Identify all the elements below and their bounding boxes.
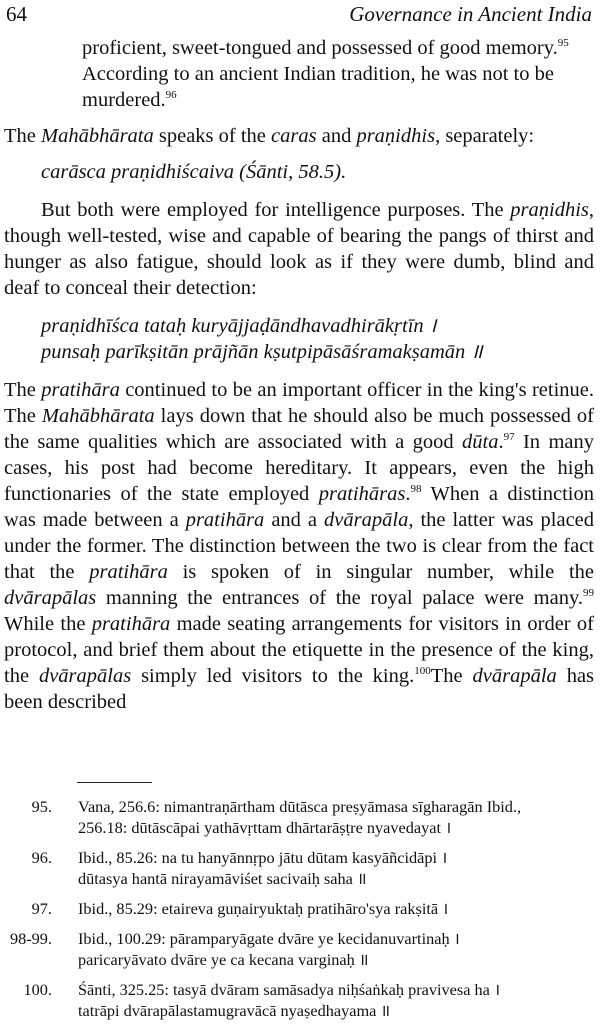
footnote-text [78, 898, 594, 919]
intro-paragraph [4, 35, 594, 113]
footnote-97 [0, 898, 594, 919]
quote-pranidhisca [4, 313, 594, 365]
text-run: While the [4, 613, 92, 635]
footnote-text [78, 847, 594, 889]
footnote-line: Ibid., 100.29: pāramparyāgate dvāre ye kecidanuvartinaḥ । [78, 929, 460, 948]
footnote-line: dūtasya hantā nirayamāviśet sacivaiḥ saha ॥ [78, 869, 367, 888]
footnote-number: 98-99. [9, 929, 52, 948]
quote-carasca: carāsca praṇidhiścaiva (Śānti, 58.5). [41, 161, 347, 183]
note-ref[interactable]: 99 [583, 587, 594, 600]
paragraph-pratihara: The pratihāra continued to be an important officer in the king's retinue. The Mahābhārata lays down that he should also be much possessed of the same qualities which are associated with a good dūta.$^{97}$ In many cases, his post had become hereditary. It appears, even the high functionaries of the state employed pratihāras.$^{98}$ When a distinction was made between a pratihāra and a dvārapāla, the latter was placed under the former. The distinction between the two is clear from the fact that the pratihāra is spoken of in singular number, while the dvārapālas manning the entrances of the royal palace were many.$^{99}$ While the pratihāra made seating arrangements for visitors in order of protocol, and brief them about the etiquette in the presence of the king, the dvārapālas simply led visitors to the king.$^{100}$The dvārapāla has been described [4, 379, 595, 713]
intro-line: proficient, sweet-tongued and possessed of good memory. [82, 37, 558, 59]
text-run: The [4, 379, 42, 401]
text-run: and [316, 125, 357, 147]
text-run: In many cases, his post had become hereditary. It appears, even the high functionaries of the state employed [4, 431, 594, 505]
text-run: , the latter was placed under the former. The distinction between the two is clear from the fact that the [4, 509, 595, 583]
footnote-line: Vana, 256.6: nimantraṇārtham dūtāsca preṣyāmasa sīgharagān Ibid., [78, 797, 522, 816]
text-run: pratihāra [89, 561, 168, 583]
text-run: speaks of the [153, 125, 272, 147]
footnote-line: Ibid., 85.26: na tu hanyānnṛpo jātu dūtam kasyāñcidāpi । [78, 848, 448, 867]
footnote-line: Śānti, 325.25: tasyā dvāram samāsadya niḥśaṅkaḥ pravivesa ha । [78, 980, 501, 999]
paragraph-intelligence [4, 197, 594, 301]
footnote-line: Ibid., 85.29: etaireva guṇairyuktaḥ pratihāro'sya rakṣitā । [78, 899, 449, 918]
footnote-text [78, 796, 594, 838]
text-run: But both were employed for intelligence purposes. The [41, 199, 504, 221]
footnote-line: paricaryāvato dvāre ye ca kecana varginaḥ ॥ [78, 950, 369, 969]
text-run: The [430, 665, 473, 687]
text-run: The [4, 125, 41, 147]
note-ref[interactable]: 97 [503, 431, 515, 444]
text-run: and a [264, 509, 325, 531]
text-run: When a distinction was made between a [4, 483, 594, 531]
intro-line: murdered. [82, 89, 166, 111]
note-ref[interactable]: 96 [165, 89, 177, 102]
text-run: praṇidhis [356, 125, 436, 147]
footnote-98-99 [0, 928, 594, 970]
footnote-text [78, 928, 594, 970]
footnote-line: tatrāpi dvārapālastamugravācā nyaṣedhayama ॥ [78, 1001, 391, 1020]
footnote-rule [77, 782, 152, 783]
paragraph-caras [4, 123, 594, 149]
text-run: dvārapālas [38, 665, 132, 687]
text-run: simply led visitors to the king. [131, 665, 415, 687]
footnotes [0, 796, 594, 1030]
footnote-number: 97. [31, 899, 52, 918]
text-run: continued to be an important officer in the king's retinue. The [4, 379, 594, 427]
note-ref[interactable]: 100 [414, 665, 431, 678]
text-run: praṇidhis [510, 199, 589, 221]
text-run: , separately: [435, 125, 535, 147]
footnote-number: 96. [31, 848, 52, 867]
text-run: dvārapālas [4, 587, 97, 609]
verse-line: punsaḥ parīkṣitān prājñān kṣutpipāsāśramakṣamān ॥ [41, 341, 483, 363]
footnote-96 [0, 847, 594, 889]
footnote-100 [0, 979, 594, 1021]
text-run: pratihāra [91, 613, 171, 635]
text-run: dūta [462, 431, 499, 453]
text-run: , though well-tested, wise and capable of bearing the pangs of thirst and hunger as also fatigue, should look as if they were dumb, blind and deaf to conceal their detection: [4, 199, 594, 299]
running-title: Governance in Ancient India [349, 2, 592, 26]
text-run: pratihāra [185, 509, 265, 531]
intro-line: According to an ancient Indian tradition, he was not to be [82, 63, 554, 85]
text-run: dvārapāla [324, 509, 409, 531]
text-run: Mahābhārata [41, 405, 155, 427]
text-run: manning the entrances of the royal palace were many. [96, 587, 583, 609]
text-run: dvārapāla [472, 665, 557, 687]
verse-line: praṇidhīśca tataḥ kuryājjaḍāndhavadhirākṛtīn । [41, 315, 437, 337]
text-run: caras [271, 125, 317, 147]
page-number: 64 [6, 2, 27, 26]
text-run: lays down that he should also be much possessed of the same qualities which are associated with a good [4, 405, 594, 453]
footnote-95 [0, 796, 594, 838]
text-run: made seating arrangements for visitors in order of protocol, and brief them about the etiquette in the presence of the king, the [4, 613, 594, 687]
text-run: has been described [4, 665, 595, 713]
note-ref[interactable]: 95 [557, 37, 569, 50]
note-ref[interactable]: 98 [410, 483, 422, 496]
text-run: pratihāras [318, 483, 406, 505]
footnote-number: 100. [23, 980, 52, 999]
page-header [6, 0, 592, 30]
footnote-line: 256.18: dūtāscāpai yathāvṛttam dhārtarāṣṭre nyavedayat । [78, 818, 452, 837]
footnote-number: 95. [31, 797, 52, 816]
footnote-text [78, 979, 594, 1021]
text-run: Mahābhārata [41, 125, 154, 147]
body-text [4, 35, 594, 715]
text-run: is spoken of in singular number, while the [167, 561, 594, 583]
text-run: pratihāra [41, 379, 120, 401]
